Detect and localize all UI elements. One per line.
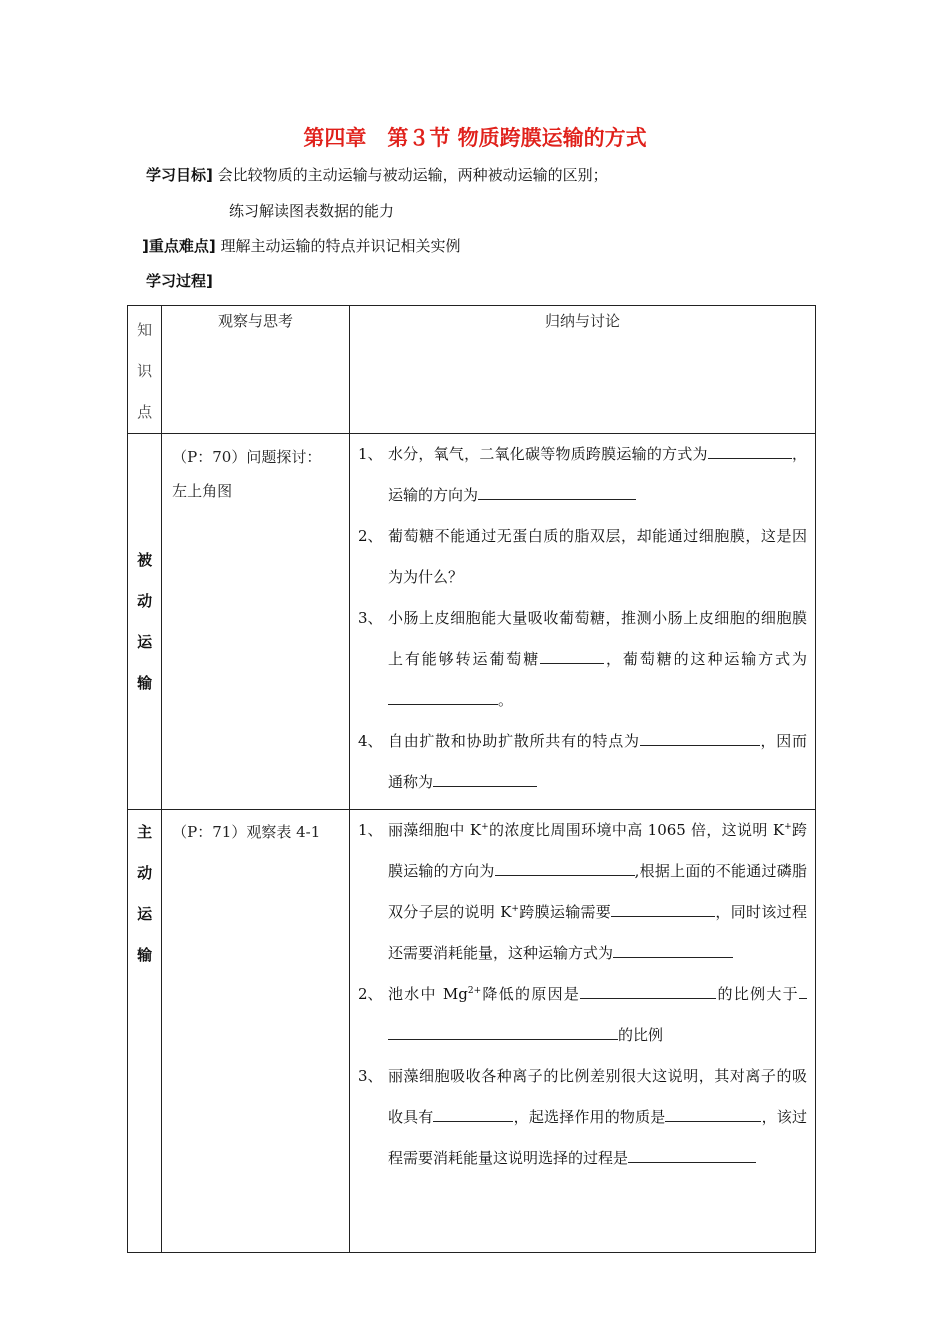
table-header-row — [128, 306, 816, 434]
answer-blank[interactable] — [388, 684, 498, 705]
objectives-line1 — [146, 165, 608, 185]
active-transport-row — [128, 810, 816, 1253]
header-knowledge-point: 知 识 点 — [128, 306, 162, 434]
answer-blank[interactable] — [433, 1101, 513, 1122]
passive-question-2: 2、 葡萄糖不能通过无蛋白质的脂双层，却能通过细胞膜，这是因为为什么？ — [357, 527, 807, 586]
objectives-line2: 练习解读图表数据的能力 — [229, 202, 395, 220]
header-discuss: 归纳与讨论 — [349, 306, 815, 434]
process-label: 学习过程] — [146, 272, 213, 290]
key-points-label: ]重点难点] — [142, 237, 216, 255]
answer-blank[interactable] — [707, 896, 715, 917]
answer-blank[interactable] — [766, 438, 792, 459]
answer-blank[interactable] — [580, 978, 716, 999]
passive-question-1: 1、 水分，氧气，二氧化碳等物质跨膜运输的方式为 ，运输的方向为 — [358, 434, 807, 516]
answer-blank[interactable] — [665, 1101, 721, 1122]
answer-blank[interactable] — [628, 1142, 674, 1163]
passive-question-3: 3、 小肠上皮细胞能大量吸收葡萄糖，推测小肠上皮细胞的细胞膜上有能够转运葡萄糖 ，葡萄糖的这种运输方式为。 — [357, 609, 807, 709]
answer-blank[interactable] — [478, 479, 636, 500]
answer-blank[interactable] — [674, 1142, 756, 1163]
passive-transport-row — [128, 434, 816, 810]
key-points — [142, 236, 461, 256]
active-question-2: 2、 池水中 $Mg^{2+}$降低的原因是 的比例大于的比例 — [358, 974, 807, 1056]
answer-blank[interactable] — [708, 438, 766, 459]
objectives-label: 学习目标] — [146, 166, 213, 184]
answer-blank[interactable] — [721, 1101, 761, 1122]
answer-blank[interactable] — [799, 978, 807, 999]
active-observation: （P：71）观察表 4-1 — [162, 810, 350, 1253]
objectives-text-1: 会比较物质的主动运输与被动运输，两种被动运输的区别； — [217, 166, 608, 184]
active-transport-label: 主 动 运 输 — [128, 810, 162, 1253]
answer-blank[interactable] — [495, 855, 635, 876]
answer-blank[interactable] — [640, 725, 760, 746]
passive-transport-label: 被 动 运 输 — [128, 434, 162, 810]
passive-observation: （P：70）问题探讨： 左上角图 — [162, 434, 350, 810]
key-points-text: 理解主动运输的特点并识记相关实例 — [220, 237, 461, 255]
passive-questions — [349, 434, 815, 810]
answer-blank[interactable] — [613, 937, 657, 958]
study-table — [127, 305, 816, 1253]
answer-blank[interactable] — [657, 937, 733, 958]
header-observe: 观察与思考 — [162, 306, 350, 434]
active-questions — [349, 810, 815, 1253]
active-question-1: 1、 丽藻细胞中 K+的浓度比周围环境中高 1065 倍，这说明 K+跨膜运输的方向为 ,根据上面的不能通过磷脂双分子层的说明 K+跨膜运输需要 ，同时该过程还需要消耗能量，这种运输方式为 — [357, 821, 807, 962]
active-question-3: 3、 丽藻细胞吸收各种离子的比例差别很大这说明，其对离子的吸收具有 ，起选择作用的物质是 ，该过程需要消耗能量这说明选择的过程是 — [357, 1067, 807, 1167]
page-title: 第四章 第３节 物质跨膜运输的方式 — [303, 126, 647, 150]
answer-blank[interactable] — [433, 766, 537, 787]
answer-blank[interactable] — [388, 1019, 618, 1040]
answer-blank[interactable] — [611, 896, 707, 917]
answer-blank[interactable] — [540, 643, 604, 664]
passive-question-4: 4、 自由扩散和协助扩散所共有的特点为 ，因而通称为 — [358, 721, 807, 803]
